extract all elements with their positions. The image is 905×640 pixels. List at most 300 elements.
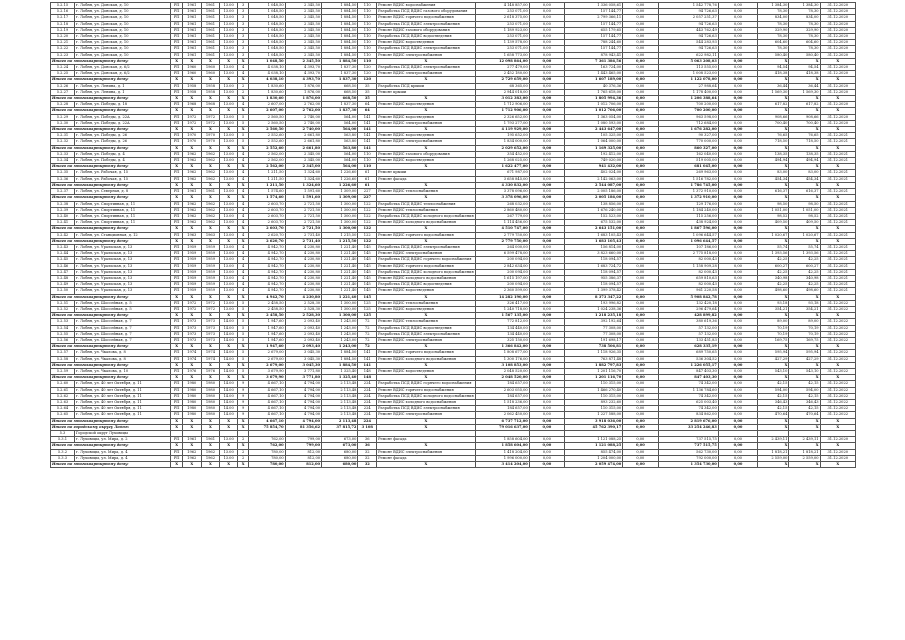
- table-cell-a3: 1 884,50: [322, 15, 358, 21]
- table-cell-y2: 1959: [201, 282, 220, 288]
- table-cell-u2: 98,50: [789, 201, 820, 207]
- table-cell-y2: 1970: [201, 139, 220, 145]
- total-x-cell: X: [201, 418, 220, 424]
- total-x-cell: X: [237, 313, 248, 319]
- table-cell-a2: 1 591,60: [285, 189, 321, 195]
- table-cell-addr: г. Лобня, ул. 40 лет Октября, д. 11: [74, 406, 171, 412]
- total-cell-a1: 4 942,70: [249, 294, 285, 300]
- table-cell-c6: 4: [237, 176, 248, 182]
- total-cell-u2: X: [789, 375, 820, 381]
- table-cell-z3: 0,00: [718, 213, 757, 219]
- table-cell-date: 31.12.2020: [820, 40, 855, 46]
- table-cell-c5: 13.00: [220, 52, 238, 58]
- table-cell-p: РП: [171, 83, 182, 89]
- document-sheet: [50, 2, 856, 635]
- table-cell-c5: 13.00: [220, 71, 238, 77]
- table-cell-date: 31.12.2021: [820, 133, 855, 139]
- table-cell-z3: 0,00: [718, 437, 757, 443]
- table-cell-z3: 0,00: [718, 449, 757, 455]
- table-cell-v1: 1 118 926,35: [565, 350, 623, 356]
- table-cell-c5: 14.00: [220, 350, 238, 356]
- total-x-cell: X: [377, 96, 476, 102]
- table-cell-cost: 4 148 857,00: [475, 3, 529, 9]
- table-cell-z1: 0,00: [529, 275, 564, 281]
- total-x-cell: X: [171, 424, 182, 430]
- table-cell-a2: 2 345,00: [285, 158, 321, 164]
- table-cell-v1: 1 201 116,70: [565, 368, 623, 374]
- table-cell-c5: 13.00: [220, 449, 238, 455]
- table-cell-y1: 1959: [182, 251, 201, 257]
- total-x-cell: X: [220, 375, 238, 381]
- table-cell-c5: 13.00: [220, 282, 238, 288]
- total-cell-u1: X: [758, 294, 789, 300]
- total-cell-a1: 2 607,00: [249, 108, 285, 114]
- table-cell-c6: 5: [237, 114, 248, 120]
- table-cell-z1: 0,00: [529, 350, 564, 356]
- table-cell-u1: 340,98: [758, 275, 789, 281]
- table-cell-cost: 268 032,00: [475, 201, 529, 207]
- table-cell-z3: 0,00: [718, 325, 757, 331]
- table-cell-z1: 0,00: [529, 133, 564, 139]
- table-cell-n: 5.2.38: [51, 201, 75, 207]
- table-cell-u1: 78,30: [758, 34, 789, 40]
- table-cell-c5: 13.00: [220, 213, 238, 219]
- table-cell-work: Ремонт ВДИС холодного водоснабжения: [377, 220, 476, 226]
- table-cell-u1: 1 020,67: [758, 232, 789, 238]
- table-cell-c6: 4: [237, 170, 248, 176]
- table-cell-date: 31.12.2020: [820, 71, 855, 77]
- table-cell-work: Разработка ПСД ВДИС водоотведения: [377, 282, 476, 288]
- table-cell-date: 31.12.2022: [820, 356, 855, 362]
- total-cell-a1: 780,00: [249, 462, 285, 468]
- total-cell-z3: 0,00: [718, 145, 757, 151]
- total-cell-a3: 673,00: [322, 443, 358, 449]
- table-cell-n: 5.2.37: [51, 189, 75, 195]
- table-cell-z3: 0,00: [718, 9, 757, 15]
- table-cell-z3: 0,00: [718, 151, 757, 157]
- table-cell-z2: 0,00: [623, 15, 658, 21]
- table-cell-u2: 454,34: [789, 176, 820, 182]
- table-cell-addr: г. Лобня, ул. Победы, д. 26: [74, 133, 171, 139]
- table-cell-n: 5.2.39: [51, 207, 75, 213]
- table-cell-z1: 0,00: [529, 34, 564, 40]
- table-cell-a1: 2 679,00: [249, 356, 285, 362]
- total-cell-v1: 1 218 235,18: [565, 313, 623, 319]
- total-cell-z3: 0,00: [718, 108, 757, 114]
- table-cell-date: 31.12.2022: [820, 406, 855, 412]
- table-cell-date: 31.12.2022: [820, 400, 855, 406]
- total-cell-a1: 1 211,50: [249, 182, 285, 188]
- table-cell-cost: 1 114 456,00: [475, 220, 529, 226]
- table-cell-y1: 1958: [182, 89, 201, 95]
- total-cell-z3: 0,00: [718, 443, 757, 449]
- table-cell-c6: 5: [237, 133, 248, 139]
- table-cell-work: Ремонт ВДИС теплоснабжения: [377, 189, 476, 195]
- total-x-cell: X: [201, 182, 220, 188]
- table-cell-u1: 138,35: [758, 151, 789, 157]
- table-cell-y2: 1972: [201, 120, 220, 126]
- table-cell-p: РП: [171, 232, 182, 238]
- table-cell-c6: 5: [237, 337, 248, 343]
- table-cell-v1: 955 386,37: [565, 275, 623, 281]
- total-cell-u1: X: [758, 108, 789, 114]
- table-cell-c6: 3: [237, 15, 248, 21]
- table-cell-z2: 0,00: [623, 449, 658, 455]
- table-cell-u2: 1 818,21: [789, 449, 820, 455]
- total-x-cell: X: [171, 195, 182, 201]
- table-cell-u1: 42,25: [758, 257, 789, 263]
- table-cell-y1: 1974: [182, 356, 201, 362]
- table-cell-z1: 0,00: [529, 269, 564, 275]
- table-cell-u1: 409,50: [758, 220, 789, 226]
- table-cell-n: 5.2.33: [51, 151, 75, 157]
- table-cell-n: 5.2.50: [51, 288, 75, 294]
- table-cell-date: 31.12.2022: [820, 387, 855, 393]
- table-cell-p: РП: [171, 282, 182, 288]
- total-label: Итого по многоквартирному дому:: [51, 127, 171, 133]
- table-cell-c10: 224: [358, 406, 377, 412]
- table-cell-c5: 13.00: [220, 257, 238, 263]
- table-cell-z2: 0,00: [623, 102, 658, 108]
- total-cell-v2: 847 403,30: [658, 375, 718, 381]
- table-cell-c10: 122: [358, 220, 377, 226]
- total-cell-z1: 0,00: [529, 226, 564, 232]
- table-cell-y1: 1958: [182, 83, 201, 89]
- table-cell-work: Ремонт ВДИС холодного водоснабжения: [377, 356, 476, 362]
- table-cell-u2: 42,25: [789, 257, 820, 263]
- table-cell-cost: 1 996 000,00: [475, 455, 529, 461]
- table-cell-addr: г. Лобня, ул. Спортивная, д. 11: [74, 207, 171, 213]
- table-cell-v2: 129 176,00: [658, 201, 718, 207]
- table-cell-a3: 1 884,50: [322, 9, 358, 15]
- table-cell-v2: 963 598,00: [658, 114, 718, 120]
- table-cell-a3: 564,00: [322, 120, 358, 126]
- table-cell-p: РП: [171, 114, 182, 120]
- table-cell-z3: 0,00: [718, 356, 757, 362]
- table-cell-work: Ремонт ВДИС водоотведения: [377, 133, 476, 139]
- total-cell-v2: 1 786 745,00: [658, 182, 718, 188]
- table-cell-z3: 0,00: [718, 275, 757, 281]
- table-cell-p: РП: [171, 368, 182, 374]
- table-cell-z3: 0,00: [718, 251, 757, 257]
- table-cell-v2: 113 555,00: [658, 65, 718, 71]
- total-cell-v2: 2 819 676,00: [658, 418, 718, 424]
- table-cell-p: РП: [171, 89, 182, 95]
- table-cell-a1: 2 458,50: [249, 300, 285, 306]
- table-cell-z3: 0,00: [718, 27, 757, 33]
- total-label: Итого по многоквартирному дому:: [51, 362, 171, 368]
- table-cell-c6: 4: [237, 213, 248, 219]
- table-cell-c10: 125: [358, 300, 377, 306]
- table-cell-date: 31.12.2020: [820, 46, 855, 52]
- table-cell-c10: 145: [358, 263, 377, 269]
- table-cell-n: 5.2.46: [51, 263, 75, 269]
- table-cell-y2: 1961: [201, 27, 220, 33]
- table-cell-c5: 14.00: [220, 368, 238, 374]
- table-cell-a2: 4 230,80: [285, 251, 321, 257]
- table-cell-c5: 13.00: [220, 102, 238, 108]
- table-cell-work: Ремонт ВДИС газового оборудования: [377, 151, 476, 157]
- total-x-cell: X: [377, 362, 476, 368]
- total-x-cell: X: [377, 294, 476, 300]
- table-cell-n: 5.2.30: [51, 120, 75, 126]
- table-cell-a1: 1 830,60: [249, 89, 285, 95]
- table-cell-u1: 42,25: [758, 269, 789, 275]
- table-cell-c6: 3: [237, 40, 248, 46]
- total-cell-v2: 1 096 644,57: [658, 238, 718, 244]
- total-x-cell: X: [220, 294, 238, 300]
- table-cell-v1: 1 227 588,00: [565, 412, 623, 418]
- table-cell-p: РП: [171, 356, 182, 362]
- table-cell-addr: г. Лобня, ул. Уральская, д. 13: [74, 282, 171, 288]
- total-x-cell: X: [182, 424, 201, 430]
- total-x-cell: X: [220, 77, 238, 83]
- table-cell-z1: 0,00: [529, 102, 564, 108]
- total-label: Итого по многоквартирному дому:: [51, 462, 171, 468]
- table-cell-u2: 543,10: [789, 368, 820, 374]
- total-label: Итого по многоквартирному дому:: [51, 108, 171, 114]
- table-cell-y2: 1961: [201, 46, 220, 52]
- table-cell-c6: 4: [237, 189, 248, 195]
- total-x-cell: X: [220, 462, 238, 468]
- table-cell-date: 31.12.2020: [820, 27, 855, 33]
- total-x-cell: X: [377, 238, 476, 244]
- table-cell-c10: 224: [358, 387, 377, 393]
- total-cell-cost: 12 098 864,00: [475, 58, 529, 64]
- table-cell-y2: 1962: [201, 220, 220, 226]
- table-cell-c6: 9: [237, 406, 248, 412]
- table-cell-work: Разработка ПСД ВДИС водоотведения: [377, 325, 476, 331]
- table-cell-v2: 961 220,58: [658, 288, 718, 294]
- table-cell-y1: 1961: [182, 437, 201, 443]
- table-cell-cost: 195 652,00: [475, 133, 529, 139]
- total-x-cell: X: [182, 96, 201, 102]
- total-cell-v2: 681 045,00: [658, 164, 718, 170]
- total-cell-v2: 33 254 246,83: [658, 424, 718, 430]
- table-cell-y1: 1968: [182, 102, 201, 108]
- table-cell-cost: 1 300 176,00: [475, 356, 529, 362]
- table-cell-v1: 855 474,00: [565, 449, 623, 455]
- table-cell-y2: 1962: [201, 201, 220, 207]
- table-cell-a3: 673,00: [322, 437, 358, 443]
- table-cell-c6: 4: [237, 232, 248, 238]
- total-x-cell: X: [377, 182, 476, 188]
- total-x-cell: X: [377, 226, 476, 232]
- table-cell-a1: 1 048,50: [249, 40, 285, 46]
- table-cell-a3: 1 884,50: [322, 46, 358, 52]
- total-cell-cost: 79 016 637,00: [475, 424, 529, 430]
- total-x-cell: X: [182, 375, 201, 381]
- table-cell-work: Разработка ПСД ВДИС холодного водоснабжения: [378, 213, 474, 218]
- total-cell-u1: X: [758, 145, 789, 151]
- table-cell-p: РП: [171, 455, 182, 461]
- table-cell-c6: 4: [237, 269, 248, 275]
- table-cell-n: 5.2.20: [51, 34, 75, 40]
- table-cell-c5: 14.00: [220, 356, 238, 362]
- total-cell-date: X: [820, 294, 855, 300]
- table-cell-cost: 200 094,00: [475, 269, 529, 275]
- table-cell-a1: 4 667,10: [249, 387, 285, 393]
- table-cell-a2: 2 661,80: [285, 139, 321, 145]
- table-cell-p: РП: [171, 34, 182, 40]
- table-cell-z3: 0,00: [718, 288, 757, 294]
- total-cell-a1: 1 830,60: [249, 96, 285, 102]
- total-cell-z2: 0,00: [623, 238, 658, 244]
- table-cell-z2: 0,00: [623, 232, 658, 238]
- table-cell-y2: 1962: [201, 213, 220, 219]
- table-cell-a2: 2 721,50: [285, 201, 321, 207]
- table-cell-a1: 4 667,10: [249, 406, 285, 412]
- table-cell-n: 5.2.41: [51, 220, 75, 226]
- table-cell-n: 5.2.59: [51, 368, 75, 374]
- table-cell-work: Ремонт ВДИС горячего водоснабжения: [377, 15, 476, 21]
- table-cell-u2: 329,90: [789, 27, 820, 33]
- table-cell-y2: 1968: [201, 102, 220, 108]
- total-x-cell: X: [171, 238, 182, 244]
- table-cell-work: Ремонт ВДИС газового оборудования: [377, 27, 476, 33]
- total-cell-a2: 2 093,40: [285, 344, 321, 350]
- table-cell-z2: 0,00: [623, 331, 658, 337]
- total-cell-z3: 0,00: [718, 362, 757, 368]
- total-label: Итого по многоквартирному дому:: [51, 238, 171, 244]
- table-cell-work: Разработка ПСД ВДИС теплоснабжения: [377, 201, 476, 207]
- table-cell-c6: 2: [237, 83, 248, 89]
- table-cell-v1: 118 094,57: [565, 257, 623, 263]
- table-cell-z2: 0,00: [623, 213, 658, 219]
- total-cell-c10: 145: [358, 294, 377, 300]
- table-cell-y1: 1962: [182, 220, 201, 226]
- total-x-cell: X: [182, 108, 201, 114]
- total-cell-a1: 3 679,90: [249, 375, 285, 381]
- table-cell-y1: 1962: [182, 158, 201, 164]
- table-cell-date: 31.12.2022: [820, 331, 855, 337]
- table-cell-z2: 0,00: [623, 350, 658, 356]
- table-cell-a2: 2 731,40: [285, 232, 321, 238]
- total-cell-a3: 564,00: [322, 127, 358, 133]
- table-cell-a3: 668,50: [322, 83, 358, 89]
- table-cell-a1: 1 947,60: [249, 331, 285, 337]
- total-x-cell: X: [182, 344, 201, 350]
- table-cell-cost: 2 048 520,00: [475, 368, 529, 374]
- table-cell-z3: 0,00: [718, 201, 757, 207]
- table-cell-cost: 1 834 000,00: [475, 139, 529, 145]
- table-cell-z1: 0,00: [529, 189, 564, 195]
- table-cell-z1: 0,00: [529, 220, 564, 226]
- table-cell-c6: 3: [237, 21, 248, 27]
- total-cell-v1: 1 012 706,00: [565, 108, 623, 114]
- table-cell-z1: 0,00: [529, 27, 564, 33]
- table-cell-y2: 1980: [201, 381, 220, 387]
- total-cell-z3: 0,00: [718, 462, 757, 468]
- table-cell-z3: 0,00: [718, 393, 757, 399]
- table-cell-z3: 0,00: [718, 263, 757, 269]
- table-cell-n: 5.2.57: [51, 350, 75, 356]
- table-cell-v1: 1 676 240,00: [565, 207, 623, 213]
- total-label: Итого по многоквартирному дому:: [51, 58, 171, 64]
- table-cell-v2: 82 000,43: [658, 257, 718, 263]
- table-cell-v2: 689 750,65: [658, 350, 718, 356]
- table-cell-v1: 1 765 618,00: [565, 89, 623, 95]
- table-cell-date: 31.12.2020: [820, 114, 855, 120]
- table-cell-c10: 72: [358, 337, 377, 343]
- total-cell-a2: 2 721,50: [285, 226, 321, 232]
- table-cell-z2: 0,00: [623, 282, 658, 288]
- table-cell-a3: 1 226,60: [322, 170, 358, 176]
- total-label: Итого по многоквартирному дому:: [51, 294, 171, 300]
- total-cell-z2: 0,00: [623, 58, 658, 64]
- table-cell-a1: 3 679,90: [249, 368, 285, 374]
- table-cell-n: 5.2.62: [51, 393, 75, 399]
- table-cell-u2: 78,30: [789, 9, 820, 15]
- table-cell-p: РП: [171, 275, 182, 281]
- total-x-cell: X: [182, 164, 201, 170]
- table-cell-v2: 625 003,40: [658, 400, 718, 406]
- table-cell-work: Ремонт ВДИС электроснабжения: [377, 139, 476, 145]
- table-cell-u1: 76,65: [758, 133, 789, 139]
- total-cell-u2: X: [789, 313, 820, 319]
- table-cell-y2: 1961: [201, 21, 220, 27]
- total-x-cell: X: [201, 375, 220, 381]
- total-cell-v2: 737 515,75: [658, 443, 718, 449]
- total-cell-a1: 2 560,50: [249, 127, 285, 133]
- table-cell-v1: 138 856,00: [565, 201, 623, 207]
- table-cell-u1: 594,00: [758, 387, 789, 393]
- total-cell-z2: 0,00: [623, 294, 658, 300]
- table-cell-c5: 14.00: [220, 331, 238, 337]
- table-cell-work: Ремонт ВДИС водоотведения: [377, 306, 476, 312]
- table-cell-u2: 617,82: [789, 102, 820, 108]
- table-cell-p: РП: [171, 71, 182, 77]
- table-cell-a3: 1 300,00: [322, 220, 358, 226]
- table-cell-u2: 340,98: [789, 275, 820, 281]
- table-cell-c6: 4: [237, 288, 248, 294]
- table-cell-cost: 200 094,00: [475, 257, 529, 263]
- table-cell-c10: 122: [358, 232, 377, 238]
- table-cell-v1: 157 144,77: [565, 9, 623, 15]
- table-cell-c5: 14.00: [220, 406, 238, 412]
- table-cell-u1: 78,30: [758, 21, 789, 27]
- table-cell-a3: 1 884,50: [322, 34, 358, 40]
- total-label: Итого по городскому округу Лобня:: [51, 424, 171, 430]
- total-cell-z1: 0,00: [529, 77, 564, 83]
- total-cell-z1: 0,00: [529, 108, 564, 114]
- table-cell-c5: 13.00: [220, 9, 238, 15]
- table-cell-v1: 40 376,36: [565, 83, 623, 89]
- total-cell-u2: X: [789, 96, 820, 102]
- table-cell-v2: 770 000,00: [658, 139, 718, 145]
- table-cell-a1: 1 947,60: [249, 319, 285, 325]
- total-cell-c10: 141: [358, 127, 377, 133]
- table-cell-a3: 1 837,30: [322, 102, 358, 108]
- table-cell-addr: г. Лобня, ул. Донская, д. 10: [74, 15, 171, 21]
- table-cell-y1: 1959: [182, 282, 201, 288]
- table-cell-u1: 494,94: [758, 158, 789, 164]
- table-cell-z2: 0,00: [623, 120, 658, 126]
- table-cell-p: РП: [171, 139, 182, 145]
- table-cell-u2: 718,50: [789, 139, 820, 145]
- total-cell-cost: 2 729 659,00: [475, 77, 529, 83]
- table-cell-u1: 55,74: [758, 244, 789, 250]
- table-cell-v1: 1 443 465,00: [565, 71, 623, 77]
- table-cell-a2: 2 093,40: [285, 331, 321, 337]
- table-cell-v2: 659 810,63: [658, 275, 718, 281]
- total-cell-c10: 3 108: [358, 424, 377, 430]
- table-cell-a2: 4 230,80: [285, 263, 321, 269]
- total-cell-u1: X: [758, 418, 789, 424]
- table-cell-a3: 680,00: [322, 455, 358, 461]
- total-x-cell: X: [237, 58, 248, 64]
- table-cell-addr: г. Лобня, ул. Уральская, д. 13: [74, 257, 171, 263]
